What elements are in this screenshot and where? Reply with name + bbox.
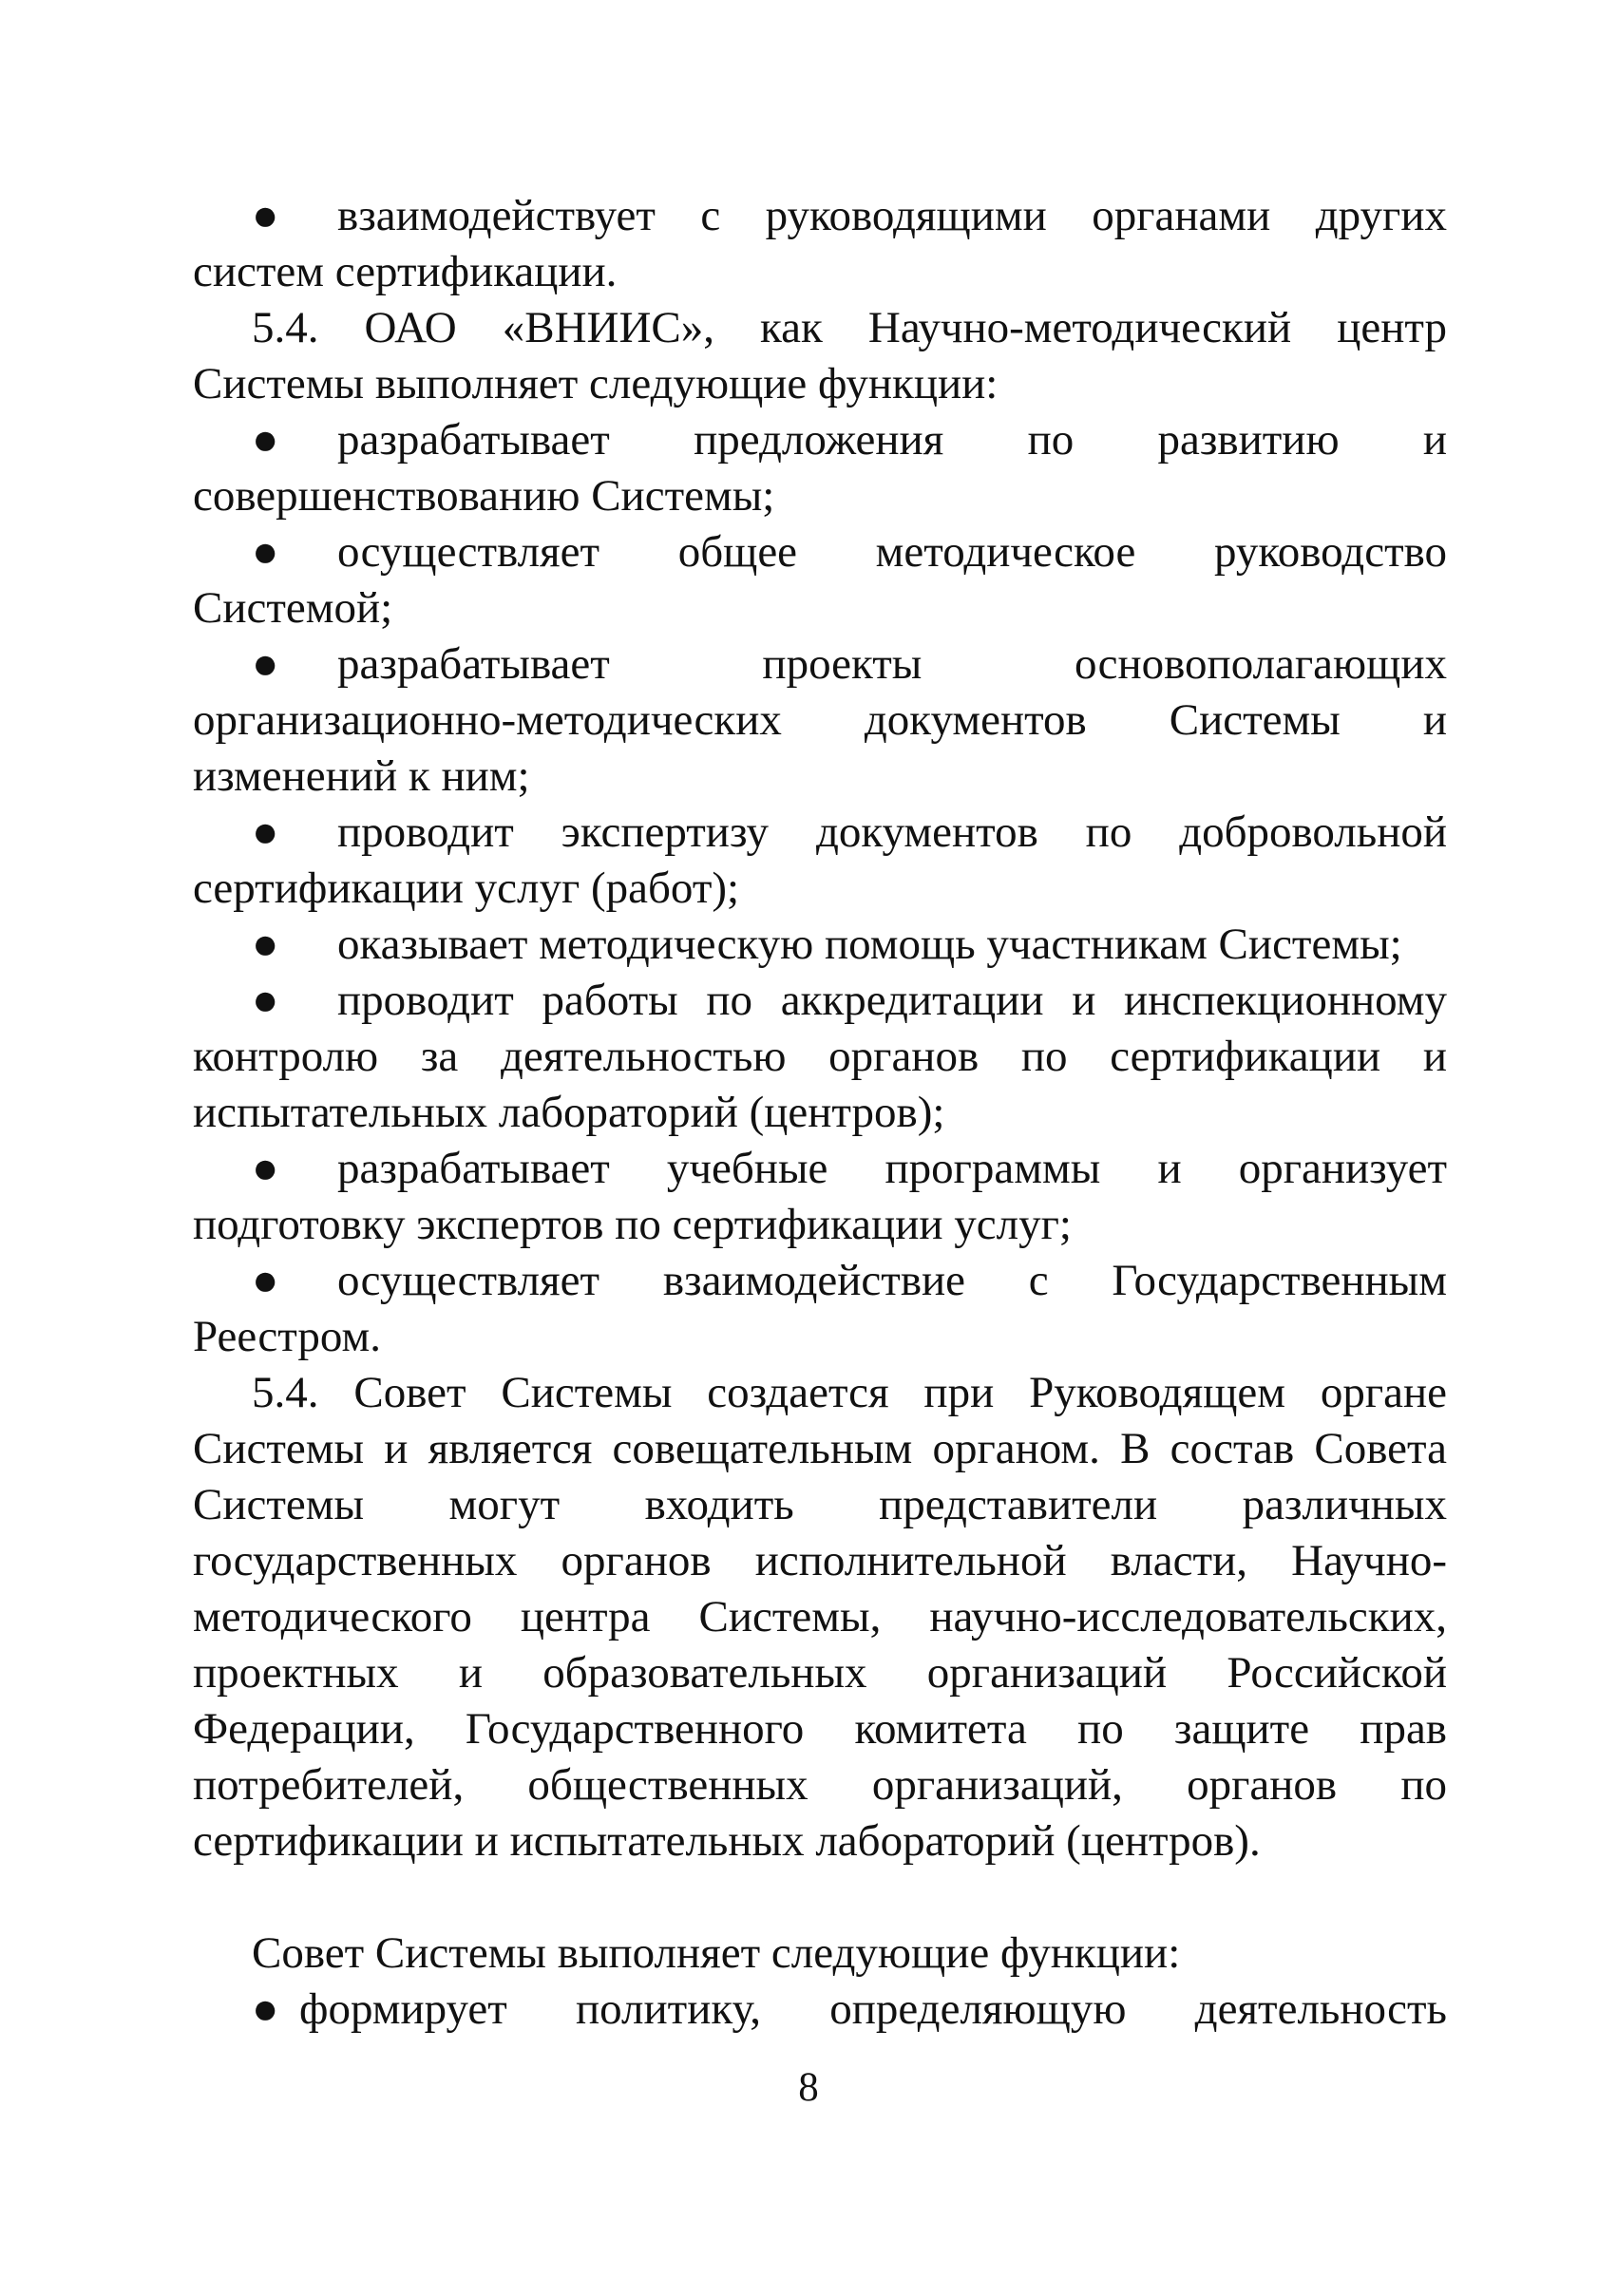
bullet-icon: ●	[252, 1256, 279, 1305]
list-item: ● разрабатывает предложения по развитию и совершенствованию Системы;	[193, 412, 1447, 524]
list-item: ● разрабатывает проекты основополагающих организационно-методических документов Системы и изменений к ним;	[193, 636, 1447, 805]
bullet-icon: ●	[252, 415, 279, 465]
bullet-icon: ●	[252, 191, 279, 240]
page-number: 8	[798, 2065, 819, 2110]
list-item: ● осуществляет взаимодействие с Государственным Реестром.	[193, 1253, 1447, 1365]
document-body	[193, 188, 1447, 2038]
list-item: ● формирует политику, определяющую деятельность	[193, 1982, 1447, 2038]
paragraph: 5.4. Совет Системы создается при Руководящем органе Системы и является совещательным органом. В состав Совета Системы могут входить представители различных государственных органов исполнительной власти, Научно-методического центра Системы, научно-исследовательских, проектных и образовательных организаций Российской Федерации, Государственного комитета по защите прав потребителей, общественных организаций, органов по сертификации и испытательных лабораторий (центров).	[193, 1368, 1447, 1866]
bullet-icon: ●	[252, 1144, 279, 1193]
list-item: ● разрабатывает учебные программы и организует подготовку экспертов по сертификации услуг;	[193, 1141, 1447, 1253]
list-item: ● осуществляет общее методическое руководство Системой;	[193, 524, 1447, 636]
bullet-icon: ●	[252, 527, 279, 577]
bullet-icon: ●	[252, 639, 279, 689]
paragraph: Совет Системы выполняет следующие функции:	[252, 1928, 1181, 1978]
list-item: ● проводит работы по аккредитации и инспекционному контролю за деятельностью органов по сертификации и испытательных лабораторий (центров);	[193, 973, 1447, 1141]
bullet-icon: ●	[252, 976, 279, 1025]
bullet-icon: ●	[252, 807, 279, 857]
blank-line	[193, 1869, 1447, 1926]
bullet-icon: ●	[252, 920, 279, 969]
list-item: ● взаимодействует с руководящими органами других систем сертификации.	[193, 188, 1447, 300]
list-item: ● проводит экспертизу документов по добровольной сертификации услуг (работ);	[193, 805, 1447, 917]
list-item: ● оказывает методическую помощь участникам Системы;	[193, 917, 1447, 973]
paragraph: 5.4. ОАО «ВНИИС», как Научно-методический центр Системы выполняет следующие функции:	[193, 303, 1447, 408]
bullet-icon: ●	[252, 1984, 279, 2034]
